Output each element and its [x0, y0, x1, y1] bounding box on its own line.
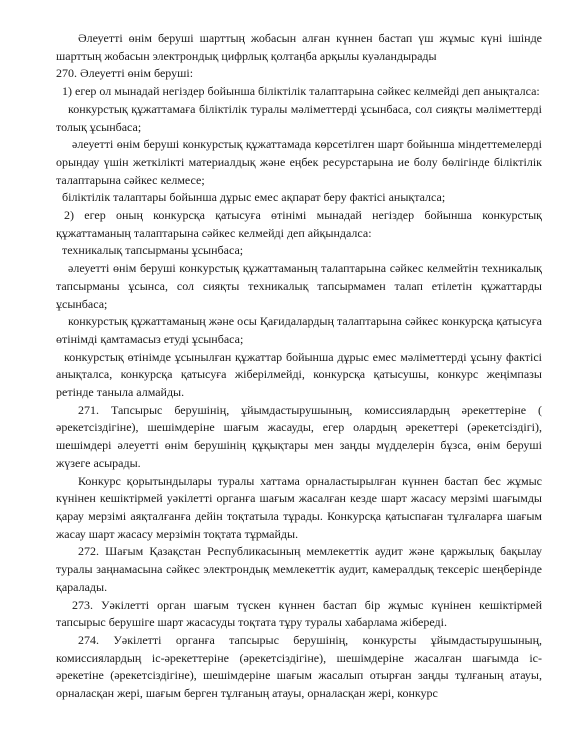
- paragraph-270-item-2: 2) егер оның конкурсқа қатысуға өтінімі мынадай негіздер бойынша конкурстық құжаттаманың талаптарына сәйкес келмейді деп айқындалса:: [56, 208, 542, 240]
- paragraph-270-item-2-d: конкурстық өтінімде ұсынылған құжаттар бойынша дұрыс емес мәліметтерді ұсыну фактісі анықталса, конкурсқа қатысуға жіберілмейді, конкурсқа қатысушы, конкурс жеңімпазы ретінде таныла алмайды.: [56, 349, 542, 400]
- paragraph-274: 274. Уәкілетті органға тапсырыс берушінің, конкурсты ұйымдастырушының, комиссиялардың іс-әрекеттеріне (әрекетсіздігіне), шешімдеріне жасалған шағымда іс-әрекетіне (әрекетсіздігіне), шешімдеріне шағым жасалып отырған заңды тұлғаның атауы, орналасқан жері, шағым берген тұлғаның атауы, орналасқан жері, конкурс: [56, 632, 542, 701]
- paragraph-270-item-1: 1) егер ол мынадай негіздер бойынша біліктілік талаптарына сәйкес келмейді деп анықталса:: [62, 84, 540, 99]
- paragraph-270-item-1-c: біліктілік талаптары бойынша дұрыс емес ақпарат беру фактісі анықталса;: [62, 190, 446, 205]
- paragraph-271: 271. Тапсырыс берушінің, ұйымдастырушының, комиссиялардың әрекеттеріне ( әрекетсіздігіне), шешімдеріне шағым жасауды, егер олардың әрекеттері (әрекетсіздігі), шешімдері әлеуетті өнім берушінің құқықтары мен заңды мүдделерін бұзса, өнім беруші жүзеге асырады.: [56, 402, 542, 470]
- document-page: [56, 30, 542, 703]
- paragraph-271-continued: Конкурс қорытындылары туралы хаттама орналастырылған күннен бастап бес жұмыс күнінен кешіктірмей уәкілетті органға шағым жасалған кезде шарт жасасу мерзімі шағымды қарау мерзімі аяқталғанға дейін тоқтатыла тұрады. Конкурсқа қатыспаған тұлғаларға шағым жасау шарт жасасу мерзімін тоқтата тұрмайды.: [56, 473, 542, 541]
- paragraph-270-item-1-b: әлеуетті өнім беруші конкурстық құжаттамада көрсетілген шарт бойынша міндеттемелерді орындау үшін жеткілікті материалдық және еңбек ресурстарына ие болу бөлігінде біліктілік талаптарына сәйкес келмесе;: [56, 137, 542, 187]
- paragraph-270-item-1-a: конкурстық құжаттамаға біліктілік туралы мәліметтерді ұсынбаса, сол сияқты мәліметтерді толық ұсынбаса;: [56, 101, 542, 134]
- paragraph-contract-draft-certification: Әлеуетті өнім беруші шарттың жобасын алған күннен бастап үш жұмыс күні ішінде шарттың жобасын электрондық цифрлық қолтаңба арқылы куәландырады: [56, 31, 542, 63]
- paragraph-270-item-2-a: техникалық тапсырманы ұсынбаса;: [62, 243, 244, 258]
- paragraph-273: 273. Уәкілетті орган шағым түскен күннен бастап бір жұмыс күнінен кешіктірмей тапсырыс берушіге шарт жасасуды тоқтата тұру туралы хабарлама жібереді.: [56, 597, 542, 630]
- paragraph-270-item-2-b: әлеуетті өнім беруші конкурстық құжаттаманың талаптарына сәйкес келмейтін техникалық тапсырманы ұсынса, сол сияқты техникалық тапсырмамен талап етілетін құжаттарды ұсынбаса;: [56, 261, 542, 311]
- paragraph-272: 272. Шағым Қазақстан Республикасының мемлекеттік аудит және қаржылық бақылау туралы заңнамасына сәйкес электрондық мемлекеттік аудит, камералдық тексеріс шеңберінде қаралады.: [56, 544, 542, 594]
- paragraph-270-heading: 270. Әлеуетті өнім беруші:: [56, 66, 194, 81]
- paragraph-270-item-2-c: конкурстық құжаттаманың және осы Қағидалардың талаптарына сәйкес конкурсқа қатысуға өтінімді қамтамасыз етуді ұсынбаса;: [56, 314, 542, 346]
